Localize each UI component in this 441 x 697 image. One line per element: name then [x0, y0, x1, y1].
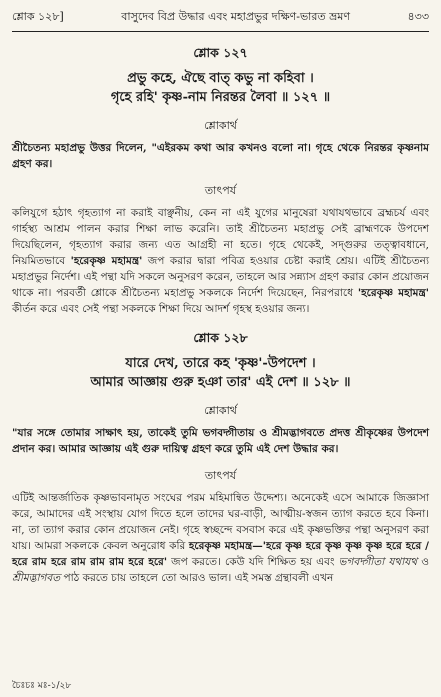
purport-128-gita-title: ভগবদ্গীতা যথাযথ: [338, 556, 418, 568]
header-verse-ref: শ্লোক ১২৮]: [12, 10, 64, 23]
purport-128-text-a: এটিই আন্তর্জাতিক কৃষ্ণভাবনামৃত সংঘের পরম মহিমান্বিত উদ্দেশ্য। অনেকেই এসে আমাকে জিজ্ঞাসা করে, আমাদের এই সংস্থায় যোগ দিতে হলে তাদের ঘর-বাড়ী, আত্মীয়-স্বজন ত্যাগ করতে হবে কিনা। না, তা ত্যাগ করার কোন প্রয়োজন নেই। গৃহে স্বচ্ছন্দে বসবাস করে এই কৃষ্ণভক্তির পন্থা অনুসরণ করা যায়। আমরা সকলকে কেবল অনুরোধ করি: [12, 492, 429, 552]
purport-128-text-g: পাঠ করতে চায় তাহলে তো আরও ভাল। এই সমস্ত গ্রন্থাবলী এখন: [60, 572, 334, 584]
footer-signature: চৈঃচঃ মঃ-১/২৮: [12, 681, 72, 691]
purport-127-text-e: কীর্তন করে এবং সেই পন্থা সকলকে শিক্ষা দিয়ে আদর্শ গৃহস্থ হওয়ার জন্য।: [12, 303, 310, 315]
purport-127-mantra-1: 'হরেকৃষ্ণ মহামন্ত্র': [70, 255, 143, 267]
page-number: ৪৩৩: [407, 10, 429, 23]
verse-line-128-1: যারে দেখ, তারে কহ 'কৃষ্ণ'-উপদেশ ।: [125, 356, 316, 371]
purport-128-text-e: ও: [417, 556, 429, 568]
purport-128: [12, 490, 429, 586]
purport-127-mantra-2: 'হরেকৃষ্ণ মহামন্ত্র': [357, 287, 429, 299]
verse-line-127-1: প্রভু কহে, ঐছে বাত্ কভু না কহিবা ।: [127, 71, 314, 86]
purport-title-127: তাৎপর্য: [204, 184, 237, 197]
translation-127: শ্রীচৈতন্য মহাপ্রভু উত্তর দিলেন, "এইরকম কথা আর কখনও বলো না। গৃহে থেকে নিরন্তর কৃষ্ণনাম গ্রহণ কর।: [12, 142, 429, 170]
verse-block-128: [12, 330, 429, 586]
translation-title-128: শ্লোকার্থ: [204, 404, 237, 417]
purport-title-128: তাৎপর্য: [204, 469, 237, 482]
verse-block-127: [12, 45, 429, 317]
translation-128: "যার সঙ্গে তোমার সাক্ষাৎ হয়, তাকেই তুমি ভগবদ্গীতায় ও শ্রীমদ্ভাগবতে প্রদত্ত শ্রীকৃষ্ণের উপদেশ প্রদান কর। আমার আজ্ঞায় এই গুরু দায়িত্ব গ্রহণ করে তুমি এই দেশ উদ্ধার কর।: [12, 427, 429, 455]
purport-127-text-c: জপ করার দ্বারা পবিত্র হওয়ার চেষ্টা করাই শ্রেয়। এটিই শ্রীচৈতন্য মহাপ্রভুর নির্দেশ। এই পন্থা যদি সকলে অনুসরণ করেন, তাহলে আর সন্ন্যাস গ্রহণ করার কোন প্রয়োজন থাকে না। পরবর্তী শ্লোকে শ্রীচৈতন্য মহাপ্রভু সকলকে নির্দেশ দিয়েছেন, নিরপরাধে: [12, 255, 429, 299]
purport-127-text-a: কলিযুগে হঠাৎ গৃহত্যাগ না করাই বাঞ্ছনীয়, কেন না এই যুগের মানুষেরা যথাযথভাবে ব্রহ্মচর্য এবং গার্হস্থ্য আশ্রম পালন করার শিক্ষা লাভ করেনি। তাই শ্রীচৈতন্য মহাপ্রভু সেই ব্রাহ্মণকে উপদেশ দিয়েছিলেন, গৃহত্যাগ করার জন্য এত আগ্রহী না হতে। গৃহে থেকেই, সদ্গুরুর তত্ত্বাবধানে, নিয়মিতভাবে: [12, 207, 429, 267]
purport-128-text-c: জপ করতে। কেউ যদি শিক্ষিত হয় এবং: [167, 556, 339, 568]
verse-heading-127: শ্লোক ১২৭: [193, 45, 248, 60]
running-header: [12, 8, 429, 32]
purport-128-bhagavatam-title: শ্রীমদ্ভাগবত: [12, 572, 61, 584]
header-chapter-title: বাসুদেব বিপ্র উদ্ধার এবং মহাপ্রভুর দক্ষিণ-ভারত ভ্রমণ: [121, 10, 351, 23]
verse-line-128-2: আমার আজ্ঞায় গুরু হঞা তার' এই দেশ ॥ ১২৮ ॥: [90, 375, 351, 390]
purport-127: [12, 205, 429, 317]
verse-line-127-2: গৃহে রহি' কৃষ্ণ-নাম নিরন্তর লৈবা ॥ ১২৭ ॥: [110, 90, 331, 105]
translation-title-127: শ্লোকার্থ: [204, 119, 237, 132]
purport-128-mantra: হরেকৃষ্ণ মহামন্ত্র—'হরে কৃষ্ণ হরে কৃষ্ণ কৃষ্ণ কৃষ্ণ হরে হরে / হরে রাম হরে রাম রাম রাম হরে হরে': [12, 540, 429, 568]
verse-heading-128: শ্লোক ১২৮: [193, 330, 248, 345]
